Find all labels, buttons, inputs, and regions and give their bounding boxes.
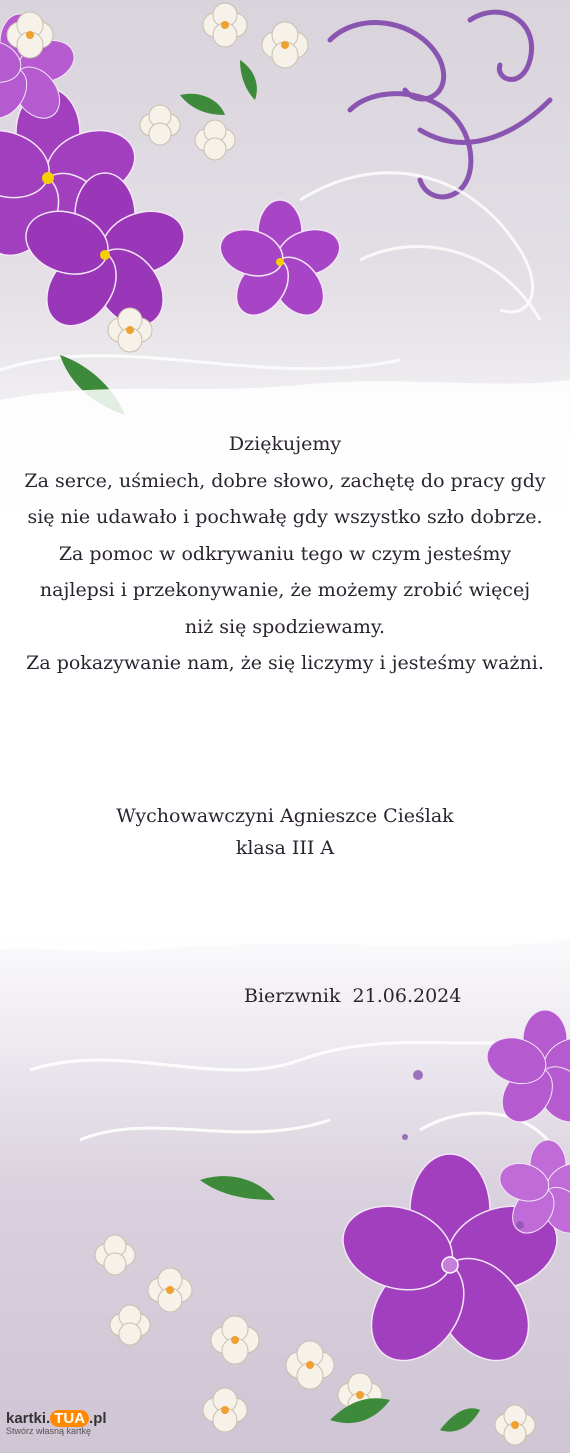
signature-recipient: Wychowawczyni Agnieszce Cieślak [116,805,454,827]
signature-class: klasa III A [235,837,335,859]
top-swirls [330,12,550,197]
signature [0,800,570,864]
message-line: najlepsi i przekonywanie, że możemy zrobić więcej [39,579,531,601]
message-line: się nie udawało i pochwałę gdy wszystko szło dobrze. [27,506,543,528]
logo-brand: kartki. TUA .pl [6,1410,107,1427]
place-and-date: Bierzwnik 21.06.2024 [244,985,462,1007]
message-line: niż się spodziewamy. [184,615,386,638]
message-line: Za pokazywanie nam, że się liczymy i jesteśmy ważni. [26,652,544,674]
logo-tagline: Stwórz własną kartkę [6,1426,92,1436]
thank-you-message [0,426,570,682]
message-line: Za serce, uśmiech, dobre słowo, zachętę do pracy gdy [24,469,546,492]
message-title: Dziękujemy [228,433,342,455]
logo-badge: TUA [50,1410,89,1427]
message-line: Za pomoc w odkrywaniu tego w czym jesteśmy [58,542,512,565]
site-logo[interactable] [6,1410,107,1436]
violet-flower-top-3 [214,200,346,325]
